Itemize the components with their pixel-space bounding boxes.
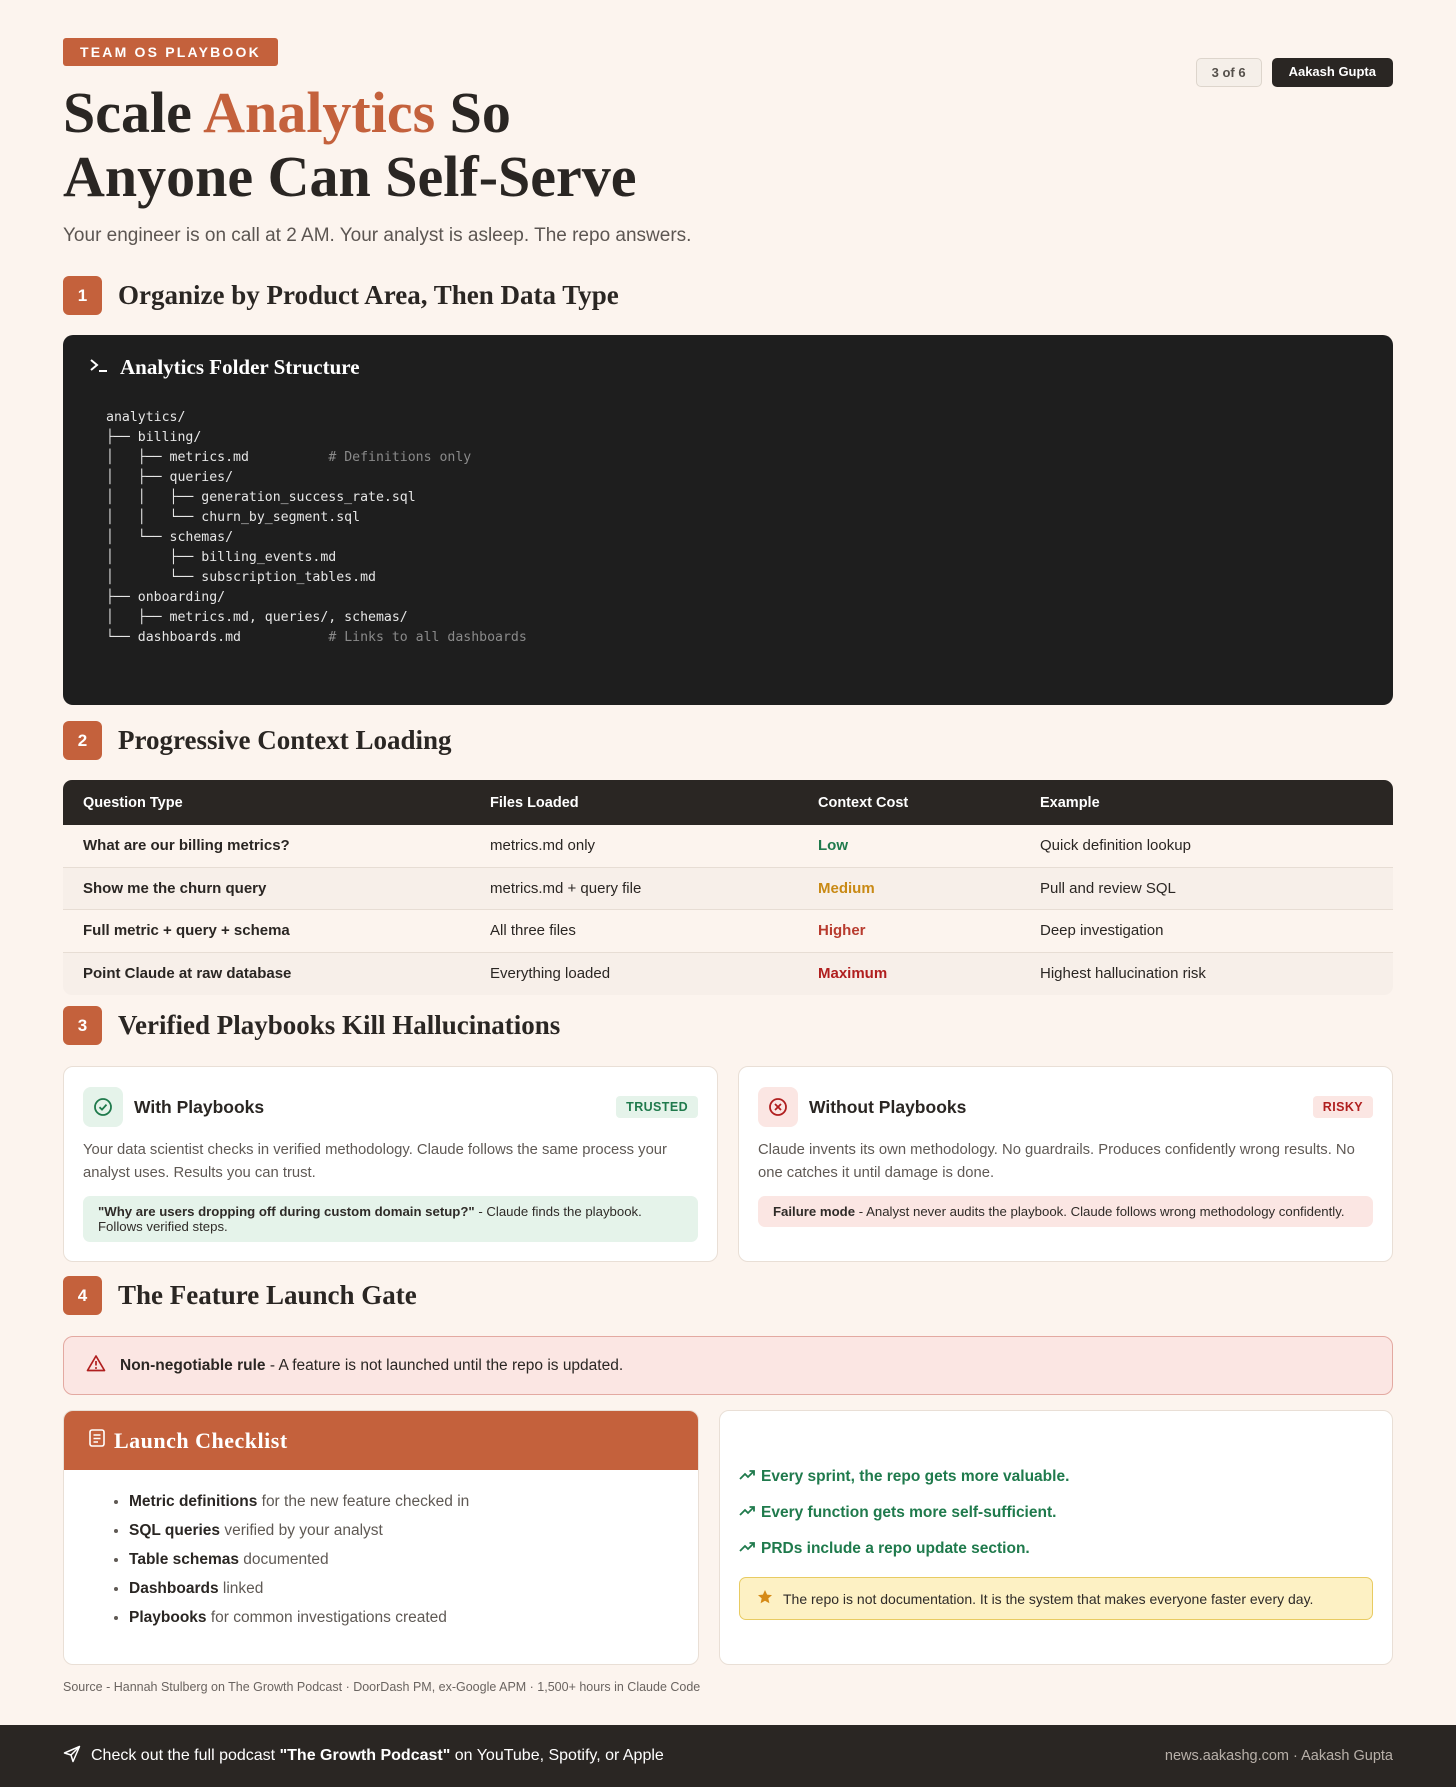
cta-prefix: Check out the full podcast: [91, 1747, 280, 1764]
checklist-item-bold: SQL queries: [129, 1522, 221, 1539]
question-cell: Show me the churn query: [83, 879, 267, 897]
card-header: [758, 1087, 1373, 1127]
title-part1: Scale: [63, 80, 204, 145]
section-title: The Feature Launch Gate: [118, 1280, 417, 1310]
tree-line: [106, 448, 1368, 468]
checklist-item-bold: Metric definitions: [129, 1493, 258, 1510]
value-line: [739, 1531, 1373, 1567]
card-title: Without Playbooks: [809, 1096, 967, 1117]
x-circle-icon: [758, 1087, 798, 1127]
table-body: [63, 825, 1393, 995]
question-cell: Point Claude at raw database: [83, 965, 292, 983]
repo-note: [739, 1577, 1373, 1620]
checklist-item-text: for the new feature checked in: [257, 1493, 470, 1510]
value-text: PRDs include a repo update section.: [761, 1540, 1030, 1557]
tree-path: │ │ ├── generation_success_rate.sql: [106, 490, 416, 505]
footer: [0, 1725, 1456, 1787]
send-icon: [63, 1745, 81, 1768]
example-cell: Quick definition lookup: [1040, 837, 1191, 855]
tree-path: │ │ └── churn_by_segment.sql: [106, 510, 361, 525]
title-accent: Analytics: [203, 80, 436, 145]
tree-comment: # Definitions only: [328, 450, 472, 465]
terminal-prompt-icon: [88, 356, 110, 379]
section-title: Verified Playbooks Kill Hallucinations: [118, 1010, 561, 1040]
value-line: [739, 1459, 1373, 1495]
card-header: [83, 1087, 698, 1127]
without-playbooks-card: [738, 1066, 1393, 1262]
question-cell: What are our billing metrics?: [83, 837, 290, 855]
tree-line: [106, 568, 1368, 588]
value-line: [739, 1495, 1373, 1531]
launch-gate-cards: [63, 1410, 1393, 1665]
tree-path: └── dashboards.md: [106, 630, 329, 645]
compounding-value-card: [719, 1410, 1393, 1665]
header-meta: [1196, 58, 1393, 87]
card-quote: [83, 1196, 698, 1242]
quote-bold: "Why are users dropping off during custom domain setup?": [98, 1204, 475, 1219]
checklist-item: [129, 1603, 698, 1632]
tree-path: │ └── subscription_tables.md: [106, 570, 376, 585]
checklist-title: Launch Checklist: [114, 1427, 288, 1453]
section-number: 1: [63, 276, 102, 315]
tree-line: [106, 428, 1368, 448]
value-text: Every sprint, the repo gets more valuable.: [761, 1468, 1070, 1485]
tree-line: [106, 488, 1368, 508]
source-citation: Source - Hannah Stulberg on The Growth Podcast · DoorDash PM, ex-Google APM · 1,500+ hours in Claude Code: [63, 1680, 701, 1694]
files-cell: Everything loaded: [490, 965, 611, 983]
tree-path: ├── onboarding/: [106, 590, 226, 605]
trending-up-icon: [739, 1468, 755, 1486]
folder-structure-terminal: [63, 335, 1393, 705]
tree-line: [106, 528, 1368, 548]
title-part2: So: [435, 80, 511, 145]
cost-cell: Medium: [818, 879, 875, 897]
trusted-badge: TRUSTED: [616, 1096, 698, 1118]
launch-checklist-card: [63, 1410, 699, 1665]
quote-text: - Analyst never audits the playbook. Claude follows wrong methodology confidently.: [855, 1204, 1345, 1219]
document-icon: [88, 1428, 106, 1453]
tree-line: [106, 408, 1368, 428]
page-title: [63, 81, 1393, 209]
table-row: [63, 910, 1393, 953]
cost-cell: Maximum: [818, 965, 888, 983]
card-body: Your data scientist checks in verified methodology. Claude follows the same process your analyst uses. Results you can trust.: [83, 1142, 667, 1181]
card-quote: [758, 1196, 1373, 1227]
checklist-item-bold: Dashboards: [129, 1580, 219, 1597]
author-badge: Aakash Gupta: [1272, 58, 1393, 87]
tree-path: │ ├── queries/: [106, 470, 234, 485]
card-title: With Playbooks: [134, 1096, 265, 1117]
tree-line: [106, 608, 1368, 628]
cost-cell: Higher: [818, 922, 866, 940]
warning-triangle-icon: [86, 1354, 106, 1377]
tree-path: ├── billing/: [106, 430, 202, 445]
section-title: Progressive Context Loading: [118, 725, 452, 755]
column-header: Example: [1040, 794, 1100, 811]
tree-line: [106, 628, 1368, 648]
table-row: [63, 953, 1393, 996]
checklist-item: [129, 1574, 698, 1603]
page-indicator: 3 of 6: [1196, 58, 1262, 87]
checklist-item: [129, 1545, 698, 1574]
folder-tree: [106, 408, 1368, 648]
with-playbooks-card: [63, 1066, 718, 1262]
section-number: 3: [63, 1006, 102, 1045]
podcast-cta[interactable]: [63, 1745, 664, 1768]
alert-rest: - A feature is not launched until the repo is updated.: [265, 1356, 624, 1374]
cost-cell: Low: [818, 837, 848, 855]
checklist-item-text: documented: [239, 1551, 329, 1568]
files-cell: metrics.md + query file: [490, 879, 642, 897]
trending-up-icon: [739, 1540, 755, 1558]
example-cell: Pull and review SQL: [1040, 879, 1176, 897]
title-line2: Anyone Can Self-Serve: [63, 144, 637, 209]
check-circle-icon: [83, 1087, 123, 1127]
tree-line: [106, 468, 1368, 488]
cta-suffix: on YouTube, Spotify, or Apple: [450, 1747, 664, 1764]
context-loading-table: [63, 780, 1393, 995]
section-number: 4: [63, 1276, 102, 1315]
quote-text: - Claude finds the playbook. Follows verified steps.: [98, 1204, 642, 1234]
table-row: [63, 868, 1393, 911]
question-cell: Full metric + query + schema: [83, 922, 290, 940]
table-header: [63, 780, 1393, 825]
page-subtitle: Your engineer is on call at 2 AM. Your analyst is asleep. The repo answers.: [63, 225, 692, 246]
trending-up-icon: [739, 1504, 755, 1522]
card-body: Claude invents its own methodology. No guardrails. Produces confidently wrong results. No one catches it until damage is done.: [758, 1142, 1355, 1181]
tree-line: [106, 508, 1368, 528]
tree-comment: # Links to all dashboards: [328, 630, 527, 645]
tree-path: │ ├── metrics.md, queries/, schemas/: [106, 610, 408, 625]
example-cell: Highest hallucination risk: [1040, 965, 1206, 983]
checklist-item-text: for common investigations created: [206, 1609, 447, 1626]
section-number: 2: [63, 721, 102, 760]
column-header: Files Loaded: [490, 794, 579, 811]
alert-bold: Non-negotiable rule: [120, 1356, 266, 1374]
checklist-item-bold: Playbooks: [129, 1609, 207, 1626]
checklist-item: [129, 1516, 698, 1545]
section-4-heading: [63, 1276, 1393, 1315]
files-cell: All three files: [490, 922, 576, 940]
section-2-heading: [63, 721, 1393, 760]
checklist: [129, 1487, 698, 1632]
tree-path: │ ├── billing_events.md: [106, 550, 337, 565]
tree-line: [106, 588, 1368, 608]
section-3-heading: [63, 1006, 1393, 1045]
example-cell: Deep investigation: [1040, 922, 1164, 940]
page: [63, 38, 1393, 1694]
launch-gate-alert: [63, 1336, 1393, 1395]
alert-text: [120, 1357, 623, 1375]
tree-path: │ └── schemas/: [106, 530, 234, 545]
section-title: Organize by Product Area, Then Data Type: [118, 280, 619, 310]
checklist-item-text: linked: [218, 1580, 264, 1597]
section-1-heading: [63, 276, 1393, 315]
checklist-header: [64, 1411, 698, 1470]
files-cell: metrics.md only: [490, 837, 596, 855]
playbook-tag: TEAM OS PLAYBOOK: [63, 38, 278, 66]
value-text: Every function gets more self-sufficient.: [761, 1504, 1057, 1521]
header: [63, 38, 1393, 247]
risky-badge: RISKY: [1313, 1096, 1373, 1118]
column-header: Question Type: [83, 794, 183, 811]
column-header: Context Cost: [818, 794, 909, 811]
note-text: The repo is not documentation. It is the system that makes everyone faster every day.: [783, 1590, 1314, 1607]
tree-line: [106, 548, 1368, 568]
tree-path: │ ├── metrics.md: [106, 450, 329, 465]
podcast-name: "The Growth Podcast": [279, 1747, 451, 1764]
checklist-item-bold: Table schemas: [129, 1551, 239, 1568]
value-lines: [739, 1459, 1373, 1567]
checklist-item: [129, 1487, 698, 1516]
tree-path: analytics/: [106, 410, 186, 425]
terminal-title: Analytics Folder Structure: [120, 355, 360, 379]
cta-text: [91, 1747, 664, 1765]
terminal-header: [88, 355, 1368, 380]
checklist-item-text: verified by your analyst: [220, 1522, 383, 1539]
table-row: [63, 825, 1393, 868]
quote-bold: Failure mode: [773, 1204, 856, 1219]
star-icon: [757, 1589, 773, 1608]
footer-site[interactable]: news.aakashg.com · Aakash Gupta: [1164, 1748, 1393, 1764]
comparison-cards: [63, 1066, 1393, 1262]
